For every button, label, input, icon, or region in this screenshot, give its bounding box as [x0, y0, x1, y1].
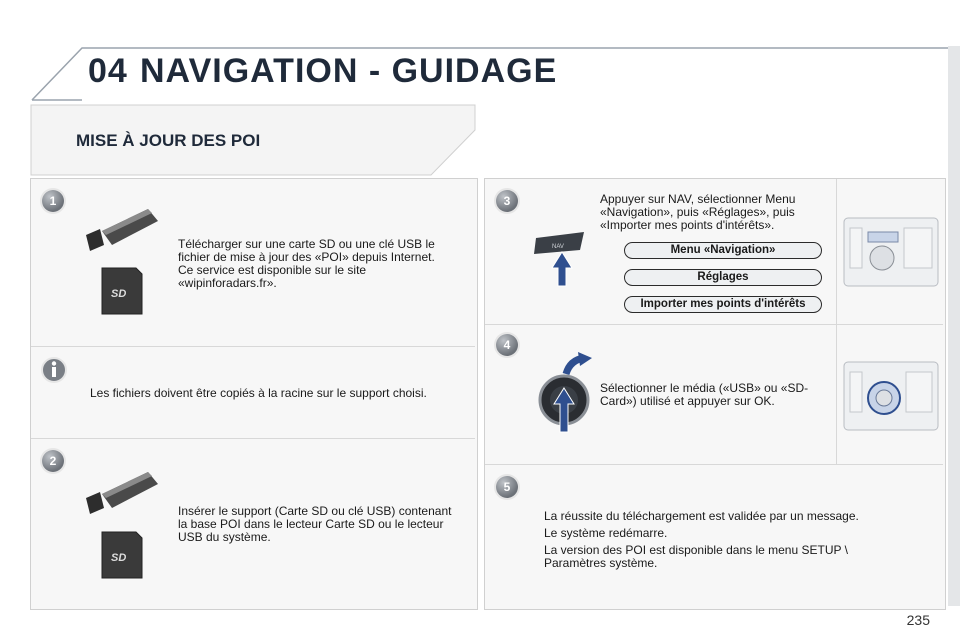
nav-button-icon — [532, 228, 592, 290]
step-5-line-1: La réussite du téléchargement est validée par un message. — [544, 509, 859, 523]
importer-poi-item[interactable]: Importer mes points d'intérêts — [624, 296, 822, 313]
sd-card-icon — [96, 530, 146, 580]
divider — [485, 464, 943, 465]
step-1-text: Télécharger sur une carte SD ou une clé USB le fichier de mise à jour des «POI» depuis Internet. Ce service est disponible sur le site «wipinforadars.fr». — [178, 237, 435, 290]
rotary-knob-icon — [536, 352, 600, 434]
svg-text:SD: SD — [111, 552, 127, 564]
section-title: MISE À JOUR DES POI — [76, 131, 261, 150]
svg-text:SD: SD — [111, 288, 127, 300]
info-icon — [40, 356, 68, 384]
side-tab — [948, 46, 960, 606]
sd-card-icon — [96, 266, 146, 316]
page-number: 235 — [906, 612, 930, 628]
step-badge-4: 4 — [496, 334, 518, 356]
usb-key-icon — [82, 468, 162, 520]
usb-key-icon — [82, 205, 162, 257]
divider — [31, 346, 475, 347]
divider — [836, 179, 837, 464]
head-unit-icon — [842, 214, 940, 290]
step-badge-1: 1 — [42, 190, 64, 212]
info-text: Les fichiers doivent être copiés à la racine sur le support choisi. — [90, 386, 427, 400]
menu-navigation-item[interactable]: Menu «Navigation» — [624, 242, 822, 259]
divider — [31, 438, 475, 439]
step-5-line-2: Le système redémarre. — [544, 526, 668, 540]
step-badge-3: 3 — [496, 190, 518, 212]
step-2-text: Insérer le support (Carte SD ou clé USB) contenant la base POI dans le lecteur Carte SD ou le lecteur USB du système. — [178, 504, 452, 544]
nav-button-label: NAV — [552, 244, 564, 250]
step-3-text: Appuyer sur NAV, sélectionner Menu «Navigation», puis «Réglages», puis «Importer mes points d'intérêts». — [600, 192, 796, 232]
page-title: NAVIGATION - GUIDAGE — [140, 52, 558, 90]
reglages-item[interactable]: Réglages — [624, 269, 822, 286]
head-unit-icon — [842, 358, 940, 434]
step-badge-5: 5 — [496, 476, 518, 498]
step-5-line-3: La version des POI est disponible dans le menu SETUP \ Paramètres système. — [544, 543, 848, 570]
step-4-text: Sélectionner le média («USB» ou «SD-Card») utilisé et appuyer sur OK. — [600, 381, 809, 408]
step-badge-2: 2 — [42, 450, 64, 472]
divider — [485, 324, 943, 325]
chapter-number: 04 — [88, 52, 128, 90]
